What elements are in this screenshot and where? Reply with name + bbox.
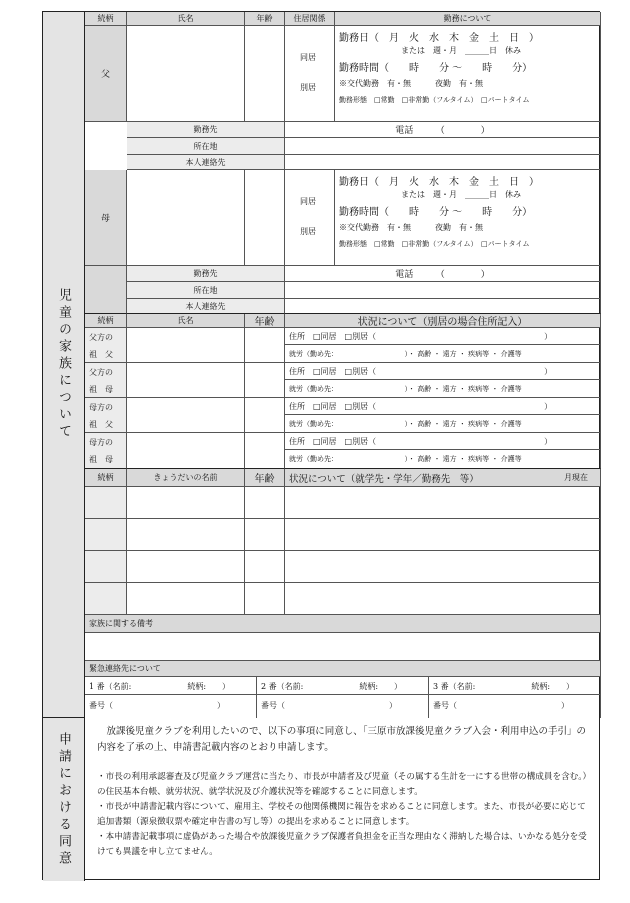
mother-workplace-label: 勤務先 xyxy=(127,266,285,282)
gp-header-status: 状況について（別居の場合住所記入） xyxy=(285,314,601,328)
father-weekly-off: または 週・月 ______日 休み xyxy=(401,46,521,55)
emergency-1-number-text: 番号（ ） xyxy=(89,701,225,710)
father-name-field[interactable] xyxy=(127,26,245,122)
father-residence-cell[interactable] xyxy=(285,26,335,122)
gp-row-2-relation xyxy=(85,363,127,398)
sib-row-1-name[interactable] xyxy=(127,487,245,519)
emergency-1-number[interactable] xyxy=(85,695,257,718)
sib-row-4-name[interactable] xyxy=(127,583,245,615)
gp-row-2-age[interactable] xyxy=(245,363,285,398)
gp-row-4-line2: 祖 母 xyxy=(89,455,113,464)
mother-work-hours: 勤務時間（ 時 分 ～ 時 分） xyxy=(339,207,533,218)
sib-header-relation: 続柄 xyxy=(85,469,127,487)
gp-row-4-address[interactable]: 住所 □同居 □別居（ ） xyxy=(285,433,601,450)
mother-phone-field[interactable]: 電話 （ ） xyxy=(285,266,601,282)
mother-location-label: 所在地 xyxy=(127,282,285,299)
consent-section-title: 申請における同意 xyxy=(56,731,71,868)
gp-row-2-line1: 父方の xyxy=(89,368,113,377)
sib-row-2-relation[interactable] xyxy=(85,519,127,551)
gp-row-4-age[interactable] xyxy=(245,433,285,469)
sib-row-3-name[interactable] xyxy=(127,551,245,583)
emergency-3-name-text: 3 番（名前: 続柄: ） xyxy=(433,682,575,691)
mother-contact-field[interactable] xyxy=(285,299,601,314)
father-contact-field[interactable] xyxy=(285,155,601,170)
father-contact-label: 本人連絡先 xyxy=(127,155,285,170)
gp-row-1-line2: 祖 父 xyxy=(89,350,113,359)
mother-shift: ※交代勤務 有・無 夜勤 有・無 xyxy=(339,223,483,232)
mother-age-field[interactable] xyxy=(245,170,285,266)
emergency-1-name-text: 1 番（名前: 続柄: ） xyxy=(89,682,231,691)
sib-header-status-text: 状況について（就学先・学年／勤務先 等） xyxy=(289,473,479,485)
father-separate-option[interactable]: 別居 xyxy=(300,83,316,92)
mother-work-cell xyxy=(335,170,601,266)
gp-row-3-employment[interactable]: 就労（勤め先： ）・ 高齢 ・ 遠方 ・ 疾病等 ・ 介護等 xyxy=(285,415,601,433)
father-work-type: 勤務形態 □常勤 □非常勤（フルタイム） □パートタイム xyxy=(339,96,530,104)
consent-item-1: ・市長の利用承認審査及び児童クラブ運営に当たり、市長が申請者及び児童（その属する生計を一にする世帯の構成員を含む。）の住民基本台帳、就労状況、就学状況及び介護状況等を確認することに同意します。 xyxy=(97,772,587,797)
father-shift: ※交代勤務 有・無 夜勤 有・無 xyxy=(339,79,483,88)
consent-section xyxy=(85,718,599,881)
consent-section-label xyxy=(43,718,85,881)
gp-row-1-relation xyxy=(85,328,127,363)
emergency-1-name[interactable] xyxy=(85,677,257,695)
gp-header-name: 氏名 xyxy=(127,314,245,328)
sib-row-3-relation[interactable] xyxy=(85,551,127,583)
mother-residence-cell[interactable] xyxy=(285,170,335,266)
mother-cohabit-option[interactable]: 同居 xyxy=(300,197,316,206)
mother-location-field[interactable] xyxy=(285,282,601,299)
family-section-label xyxy=(43,12,85,718)
father-work-days: 勤務日（ 月 火 水 木 金 土 日 ） xyxy=(339,33,539,44)
father-phone-field[interactable]: 電話 （ ） xyxy=(285,122,601,138)
mother-separate-option[interactable]: 別居 xyxy=(300,227,316,236)
emergency-2-number[interactable] xyxy=(257,695,429,718)
consent-item-2: ・市長が申請書記載内容について、雇用主、学校その他関係機関に報告を求めることに同意します。また、市長が必要に応じて追加書類（源泉徴収票や確定申告書の写し等）の提出を求めることに同意します。 xyxy=(97,802,586,827)
mother-weekly-off: または 週・月 ______日 休み xyxy=(401,190,521,199)
gp-row-3-age[interactable] xyxy=(245,398,285,433)
consent-intro: 放課後児童クラブを利用したいので、以下の事項に同意し、「三原市放課後児童クラブ入会・利用申込の手引」の内容を了承の上、申請書記載内容のとおり申請します。 xyxy=(97,726,587,753)
emergency-3-number-text: 番号（ ） xyxy=(433,701,569,710)
application-form-page xyxy=(42,11,600,880)
gp-row-2-name[interactable] xyxy=(127,363,245,398)
sib-row-4-age[interactable] xyxy=(245,583,285,615)
sib-header-status xyxy=(285,469,601,487)
gp-header-age: 年齢 xyxy=(245,314,285,328)
emergency-2-number-text: 番号（ ） xyxy=(261,701,397,710)
sib-header-age: 年齢 xyxy=(245,469,285,487)
mother-name-field[interactable] xyxy=(127,170,245,266)
gp-row-3-address[interactable]: 住所 □同居 □別居（ ） xyxy=(285,398,601,415)
mother-label: 母 xyxy=(85,170,127,266)
gp-row-1-name[interactable] xyxy=(127,328,245,363)
sib-row-1-age[interactable] xyxy=(245,487,285,519)
sib-row-3-status[interactable] xyxy=(285,551,601,583)
sib-row-1-relation[interactable] xyxy=(85,487,127,519)
father-work-hours: 勤務時間（ 時 分 ～ 時 分） xyxy=(339,63,533,74)
sib-row-1-status[interactable] xyxy=(285,487,601,519)
family-notes-field[interactable] xyxy=(85,633,601,661)
sib-row-3-age[interactable] xyxy=(245,551,285,583)
father-location-label: 所在地 xyxy=(127,138,285,155)
gp-row-1-address[interactable]: 住所 □同居 □別居（ ） xyxy=(285,328,601,345)
parent-header-age: 年齢 xyxy=(245,12,285,26)
gp-row-4-relation xyxy=(85,433,127,469)
family-section xyxy=(85,12,599,718)
sib-row-2-age[interactable] xyxy=(245,519,285,551)
father-cohabit-option[interactable]: 同居 xyxy=(300,53,316,62)
sib-header-name: きょうだいの名前 xyxy=(127,469,245,487)
gp-row-2-employment[interactable]: 就労（勤め先： ）・ 高齢 ・ 遠方 ・ 疾病等 ・ 介護等 xyxy=(285,380,601,398)
gp-row-3-name[interactable] xyxy=(127,398,245,433)
parent-header-work: 勤務について xyxy=(335,12,601,26)
family-section-title: 児童の家族について xyxy=(56,288,71,441)
father-work-cell xyxy=(335,26,601,122)
gp-row-4-line1: 母方の xyxy=(89,438,113,447)
parent-header-relation: 続柄 xyxy=(85,12,127,26)
mother-contact-label: 本人連絡先 xyxy=(127,299,285,314)
mother-work-days: 勤務日（ 月 火 水 木 金 土 日 ） xyxy=(339,177,539,188)
gp-row-4-employment[interactable]: 就労（勤め先： ）・ 高齢 ・ 遠方 ・ 疾病等 ・ 介護等 xyxy=(285,450,601,469)
father-age-field[interactable] xyxy=(245,26,285,122)
father-label: 父 xyxy=(85,26,127,122)
sib-row-2-status[interactable] xyxy=(285,519,601,551)
gp-row-1-line1: 父方の xyxy=(89,333,113,342)
emergency-2-name-text: 2 番（名前: 続柄: ） xyxy=(261,682,403,691)
parent-header-residence: 住居関係 xyxy=(285,12,335,26)
mother-work-type: 勤務形態 □常勤 □非常勤（フルタイム） □パートタイム xyxy=(339,240,530,248)
father-location-field[interactable] xyxy=(285,138,601,155)
emergency-2-name[interactable] xyxy=(257,677,429,695)
gp-row-1-age[interactable] xyxy=(245,328,285,363)
gp-row-4-name[interactable] xyxy=(127,433,245,469)
gp-header-relation: 続柄 xyxy=(85,314,127,328)
gp-row-2-line2: 祖 母 xyxy=(89,385,113,394)
emergency-title: 緊急連絡先について xyxy=(85,661,601,677)
sib-row-4-relation[interactable] xyxy=(85,583,127,615)
gp-row-3-line1: 母方の xyxy=(89,403,113,412)
family-notes-label: 家族に関する備考 xyxy=(85,615,601,633)
consent-item-3: ・本申請書記載事項に虚偽があった場合や放課後児童クラブ保護者負担金を正当な理由なく滞納した場合は、いかなる処分を受けても異議を申し立てません。 xyxy=(97,832,587,857)
father-workplace-label: 勤務先 xyxy=(127,122,285,138)
sib-row-2-name[interactable] xyxy=(127,519,245,551)
parent-header-name: 氏名 xyxy=(127,12,245,26)
gp-row-3-relation xyxy=(85,398,127,433)
gp-row-2-address[interactable]: 住所 □同居 □別居（ ） xyxy=(285,363,601,380)
sib-row-4-status[interactable] xyxy=(285,583,601,615)
mother-label-extension xyxy=(85,266,127,314)
gp-row-3-line2: 祖 父 xyxy=(89,420,113,429)
emergency-3-number[interactable] xyxy=(429,695,601,718)
gp-row-1-employment[interactable]: 就労（勤め先： ）・ 高齢 ・ 遠方 ・ 疾病等 ・ 介護等 xyxy=(285,345,601,363)
emergency-3-name[interactable] xyxy=(429,677,601,695)
sib-header-month: 月現在 xyxy=(564,473,588,482)
